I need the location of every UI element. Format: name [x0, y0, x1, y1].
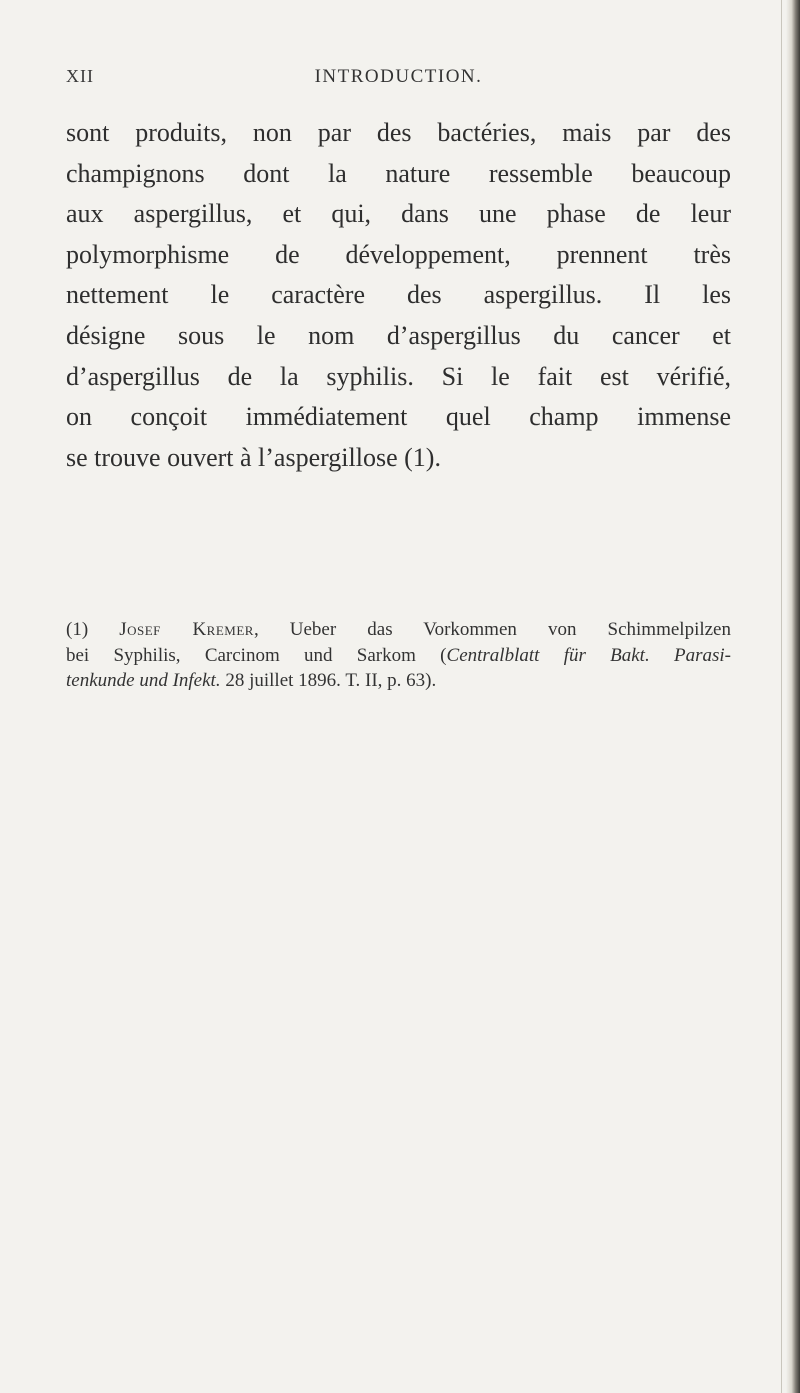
text-line: se trouve ouvert à l’aspergillose (1). — [66, 442, 441, 472]
page-number: XII — [66, 66, 94, 86]
page-edge-shadow — [786, 0, 800, 1393]
footnote-line — [66, 668, 731, 694]
footnote-text: 28 juillet 1896. T. II, p. 63). — [220, 670, 437, 691]
footnote — [66, 617, 731, 694]
footnote-line — [66, 643, 731, 669]
running-title: INTRODUCTION. — [314, 66, 483, 87]
text-line: nettement le caractère des aspergillus. Il les — [66, 280, 731, 310]
text-line: polymorphisme de développement, prennent très — [66, 239, 731, 269]
text-line: aux aspergillus, et qui, dans une phase de leur — [66, 199, 731, 229]
footnote-line — [66, 617, 731, 643]
footnote-journal: tenkunde und Infekt. — [66, 670, 221, 691]
footnote-marker: (1) — [66, 619, 89, 640]
text-line: d’aspergillus de la syphilis. Si le fait est vérifié, — [66, 361, 731, 391]
running-header — [66, 66, 731, 96]
footnote-author: Josef Kremer — [119, 619, 254, 640]
footnote-journal: Centralblatt für Bakt. Parasi- — [446, 644, 731, 666]
page-edge-line — [781, 0, 782, 1393]
footnote-text: , Ueber das Vorkommen von Schimmelpilzen — [253, 619, 731, 640]
text-line: sont produits, non par des bactéries, mais par des — [66, 118, 731, 147]
text-line: désigne sous le nom d’aspergillus du cancer et — [66, 320, 731, 350]
text-line: on conçoit immédiatement quel champ immense — [66, 402, 731, 432]
text-line: champignons dont la nature ressemble beaucoup — [66, 158, 731, 188]
footnote-text: bei Syphilis, Carcinom und Sarkom ( — [66, 644, 447, 666]
body-paragraph — [66, 113, 731, 478]
